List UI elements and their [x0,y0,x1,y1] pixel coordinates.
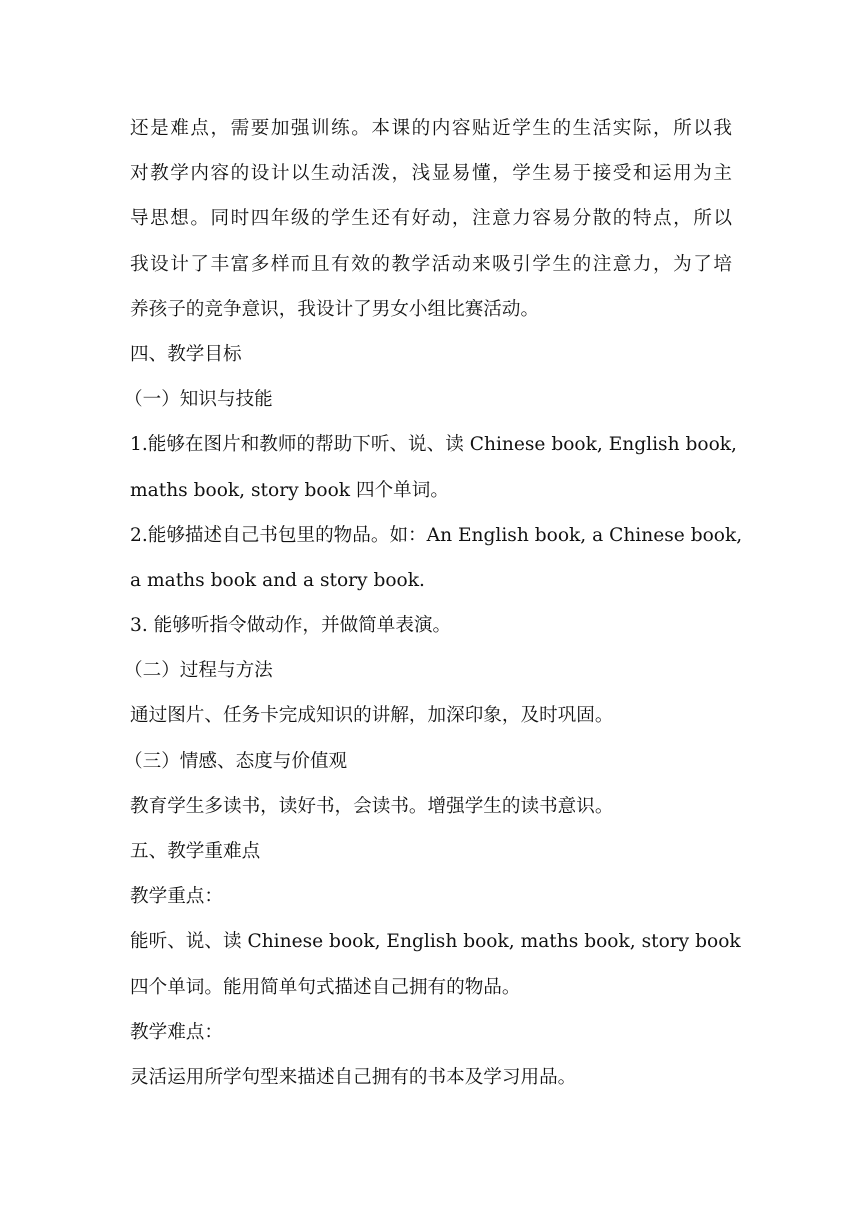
section-heading: 四、教学目标 [130,343,242,365]
paragraph-line: 养孩子的竞争意识，我设计了男女小组比赛活动。 [130,298,540,320]
list-item: 2.能够描述自己书包里的物品。如：An English book, a Chinese book, [130,524,743,546]
subsection-heading: （一）知识与技能 [124,389,273,411]
paragraph-line: 我设计了丰富多样而且有效的教学活动来吸引学生的注意力，为了培 [130,253,732,275]
paragraph-line: 通过图片、任务卡完成知识的讲解，加深印象，及时巩固。 [130,705,614,727]
list-item: 3. 能够听指令做动作，并做简单表演。 [130,615,452,637]
document-body [124,106,743,1100]
subsection-heading: （二）过程与方法 [124,660,273,682]
label-line: 教学重点： [130,886,223,908]
section-heading: 五、教学重难点 [130,841,261,862]
paragraph-line: 四个单词。能用简单句式描述自己拥有的物品。 [130,976,521,998]
label-line: 教学难点： [130,1021,223,1043]
paragraph-line: 对教学内容的设计以生动活泼，浅显易懂，学生易于接受和运用为主 [130,163,732,185]
subsection-heading: （三）情感、态度与价值观 [124,750,348,772]
list-item: 1.能够在图片和教师的帮助下听、说、读 Chinese book, English book, [130,434,737,456]
list-item-continued: a maths book and a story book. [130,569,425,591]
list-item-continued: maths book, story book 四个单词。 [130,479,449,501]
paragraph-line: 能听、说、读 Chinese book, English book, maths book, story book [130,931,741,953]
paragraph-line: 导思想。同时四年级的学生还有好动，注意力容易分散的特点，所以 [130,208,732,230]
paragraph-line: 教育学生多读书，读好书，会读书。增强学生的读书意识。 [130,795,614,817]
paragraph-line: 灵活运用所学句型来描述自己拥有的书本及学习用品。 [130,1066,577,1088]
paragraph-line: 还是难点，需要加强训练。本课的内容贴近学生的生活实际，所以我 [130,118,732,139]
